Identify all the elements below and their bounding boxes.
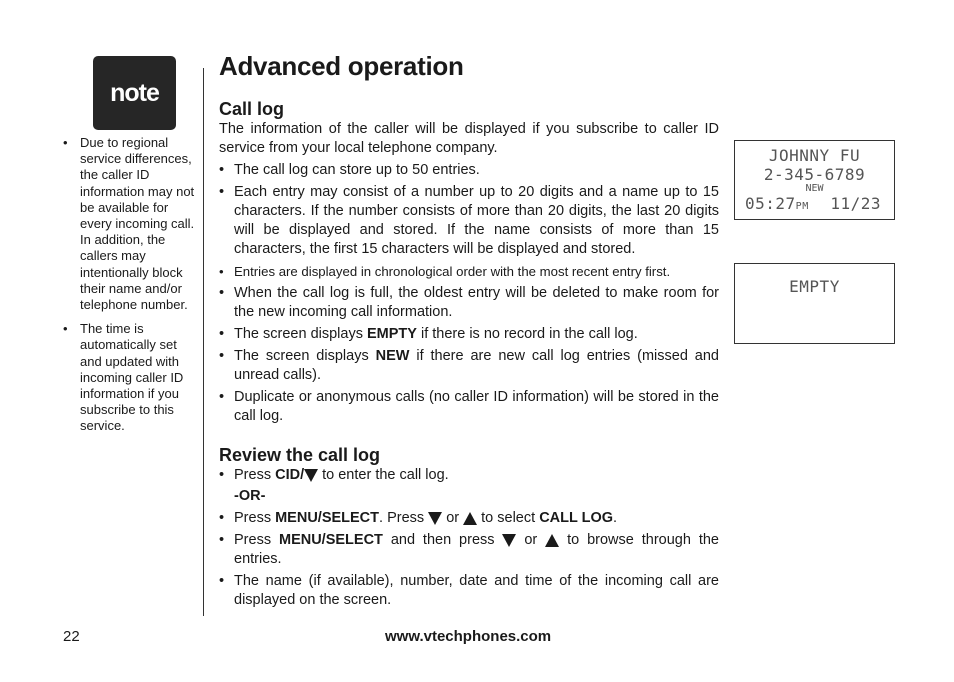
lcd-empty-text: EMPTY [789, 277, 840, 296]
text: if there are new call log entries (missed and unread calls). [234, 348, 719, 383]
up-arrow-icon [463, 512, 477, 525]
vertical-divider [203, 68, 204, 616]
text: . [613, 510, 618, 526]
text: to browse through the entries. [234, 532, 719, 567]
cid-key: CID/ [275, 467, 305, 483]
note-item: • The time is automatically set and updated with incoming caller ID information if you subscribe to this service. [62, 321, 202, 434]
list-item: • Entries are displayed in chronological order with the most recent entry first. [219, 262, 719, 281]
lcd-screen-empty [734, 263, 895, 344]
text: Press [234, 510, 276, 526]
note-item: • Due to regional service differences, the caller ID information may not be available for every incoming call. In addition, the callers may intentionally block their name and/or telephone number. [62, 135, 202, 313]
down-arrow-icon [428, 512, 442, 525]
text: . Press [379, 510, 429, 526]
list-item [219, 531, 719, 569]
empty-keyword: EMPTY [366, 326, 417, 342]
text: if there is no record in the call log. [416, 326, 638, 342]
note-label: note [110, 78, 159, 107]
sidebar-notes [62, 135, 202, 443]
text: or [516, 532, 546, 548]
down-arrow-icon [502, 534, 516, 547]
down-arrow-icon [304, 469, 318, 482]
list-item: • The call log can store up to 50 entries. [219, 161, 719, 180]
up-arrow-icon [545, 534, 559, 547]
list-item: • Each entry may consist of a number up to 20 digits and a name up to 15 characters. If the number consists of more than 20 digits, the last 20 digits will be displayed and stored. If the name consists of more than 15 characters, the first 15 characters will be displayed and stored. [219, 183, 719, 259]
lcd-caller-number: 2-345-6789 [763, 165, 866, 184]
call-log-heading: Call log [219, 99, 285, 119]
text: or [442, 510, 464, 526]
text: to select [477, 510, 540, 526]
lcd-time: 05:27 [745, 194, 796, 213]
text: to enter the call log. [318, 467, 449, 483]
note-badge [93, 56, 176, 130]
lcd-date: 11/23 [830, 194, 881, 213]
lcd-time-group [745, 194, 809, 216]
call-log-keyword: CALL LOG [539, 510, 614, 526]
list-item [219, 347, 719, 385]
or-separator: -OR- [234, 488, 266, 504]
lcd-screen-caller-entry [734, 140, 895, 220]
lcd-caller-name: JOHNNY FU [768, 146, 861, 165]
call-log-bullets [219, 161, 719, 426]
list-item: • When the call log is full, the oldest entry will be deleted to make room for the new incoming call information. [219, 284, 719, 322]
lcd-new-indicator: NEW [805, 183, 824, 194]
menu-select-key: MENU/SELECT [278, 532, 383, 548]
list-item [219, 325, 719, 344]
page-title: Advanced operation [219, 51, 464, 81]
text: The screen displays [234, 348, 376, 364]
list-item: • Duplicate or anonymous calls (no caller ID information) will be stored in the call log. [219, 388, 719, 426]
lcd-time-date-row [735, 194, 894, 216]
review-bullets [219, 466, 719, 610]
review-heading: Review the call log [219, 445, 381, 465]
lcd-ampm: PM [795, 201, 809, 212]
list-item [219, 509, 719, 528]
notes-list [62, 135, 202, 435]
footer-url: www.vtechphones.com [385, 628, 552, 645]
call-log-intro: The information of the caller will be displayed if you subscribe to caller ID service from your local telephone company. [219, 121, 719, 156]
page-number: 22 [63, 628, 80, 645]
menu-select-key: MENU/SELECT [275, 510, 380, 526]
text: Press [234, 532, 279, 548]
text: and then press [382, 532, 503, 548]
new-keyword: NEW [375, 348, 410, 364]
list-item: • The name (if available), number, date and time of the incoming call are displayed on the screen. [219, 572, 719, 610]
list-item [219, 466, 719, 506]
text: The screen displays [234, 326, 367, 342]
main-content [219, 50, 719, 610]
text: Press [234, 467, 276, 483]
